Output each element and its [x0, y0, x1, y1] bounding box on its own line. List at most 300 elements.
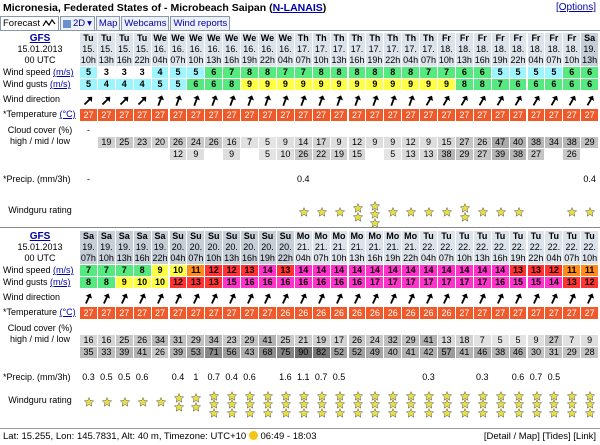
date-cell: 20. [187, 242, 205, 253]
cloud-high-cell [474, 323, 492, 334]
temperature-cell: 27 [277, 109, 295, 121]
wind-gust-cell: 15 [510, 277, 528, 288]
cloud-low-cell: 33 [98, 347, 116, 358]
wind-gust-cell: 9 [295, 79, 313, 90]
cloud-low-cell: 5 [384, 149, 402, 160]
wind-gusts-label [0, 79, 83, 90]
day-cell: Mo [384, 231, 402, 242]
cloud-high-cell [241, 323, 259, 334]
cloud-high-cell [223, 323, 241, 334]
arrow-icon [368, 293, 382, 305]
hour-cell: 07h [295, 55, 311, 65]
temperature-cell: 27 [528, 307, 546, 319]
cloud-mid-cell: 17 [313, 137, 331, 148]
cloud-mid-cell: 15 [438, 137, 456, 148]
wind-gust-cell: 9 [277, 79, 295, 90]
day-cell: Mo [402, 231, 420, 242]
hour-cell: 04h [403, 55, 419, 65]
cloud-low-cell: 90 [295, 347, 313, 358]
temperature-cell: 27 [80, 307, 98, 319]
date-cell: 19. [80, 242, 98, 253]
date-cell: 16. [259, 44, 277, 55]
precip-cell [438, 174, 456, 185]
rating-star-icon [174, 402, 184, 412]
wind-gust-cell: 14 [545, 277, 563, 288]
precip-cell [456, 372, 474, 383]
cloud-low-cell: 13 [420, 149, 438, 160]
temperature-cell: 27 [438, 109, 456, 121]
precip-cell: 1 [187, 372, 205, 383]
cloud-low-cell: 38 [510, 149, 528, 160]
day-cell: Fr [510, 33, 528, 44]
tab-forecast[interactable]: Forecast [0, 16, 59, 30]
arrow-icon [243, 293, 257, 305]
wind-arrow-cell [241, 94, 259, 108]
wind-gust-cell: 8 [474, 79, 492, 90]
cloud-mid-cell: 19 [313, 335, 331, 346]
cloud-mid-cell: 27 [456, 137, 474, 148]
wind-gust-cell: 16 [492, 277, 510, 288]
temperature-cell: 27 [116, 307, 134, 319]
day-cell: Th [331, 33, 349, 44]
wind-gust-cell: 8 [223, 79, 241, 90]
cloud-mid-cell: 17 [331, 335, 349, 346]
rating-star-icon [585, 408, 595, 418]
wind-speed-cell: 9 [152, 265, 170, 276]
cloud-low-cell: 9 [223, 149, 241, 160]
wind-direction-label-text: Wind direction [3, 292, 61, 302]
hour-cell: 04h [421, 253, 437, 263]
hour-cell: 16h [224, 55, 240, 65]
wind-speed-cell: 3 [116, 67, 134, 78]
cloud-high-cell [80, 323, 98, 334]
arrow-icon [457, 95, 471, 107]
wind-speed-cell: 14 [366, 265, 384, 276]
unit-link[interactable]: (m/s) [53, 67, 74, 77]
wind-speed-cell: 14 [420, 265, 438, 276]
wind-speed-cell: 8 [349, 67, 367, 78]
day-cell: Fr [528, 33, 546, 44]
day-cell: Mo [331, 231, 349, 242]
wind-arrow-cell [170, 292, 188, 306]
temperature-cell: 27 [331, 109, 349, 121]
cloud-mid-cell: 21 [295, 335, 313, 346]
wind-gust-cell: 13 [563, 277, 581, 288]
day-cell: We [223, 33, 241, 44]
arrow-icon [225, 95, 239, 107]
unit-link[interactable]: (m/s) [50, 277, 71, 287]
day-cell: Tu [438, 231, 456, 242]
precip-cell [205, 174, 223, 185]
precip-cell [474, 174, 492, 185]
day-cell: We [259, 33, 277, 44]
cloud-high-cell [187, 125, 205, 136]
arrow-icon [171, 293, 185, 305]
temperature-cell: 27 [80, 109, 98, 121]
cloud-high-cell [98, 125, 116, 136]
temperature-cell: 27 [241, 307, 259, 319]
cloud-mid-cell: 23 [223, 335, 241, 346]
date-cell: 18. [438, 44, 456, 55]
cloud-mid-cell: 5 [492, 335, 510, 346]
precip-cell [349, 174, 367, 185]
cloud-low-cell: 35 [80, 347, 98, 358]
day-cell: Su [187, 231, 205, 242]
wind-gust-cell: 13 [187, 277, 205, 288]
wind-speed-label-text: Wind speed [3, 67, 51, 77]
wind-gust-cell: 15 [223, 277, 241, 288]
wind-gust-cell: 9 [313, 79, 331, 90]
day-cell: Tu [510, 231, 528, 242]
date-cell: 18. [563, 44, 581, 55]
wind-arrow-cell [313, 292, 331, 306]
wind-arrow-cell [510, 94, 528, 108]
wind-arrow-cell [349, 292, 367, 306]
rating-star-icon [299, 207, 309, 217]
hour-cell: 04h [170, 253, 186, 263]
unit-link[interactable]: (m/s) [50, 79, 71, 89]
cloud-low-cell [116, 149, 134, 160]
rating-star-icon [442, 408, 452, 418]
date-cell: 17. [331, 44, 349, 55]
cloud-high-cell [420, 323, 438, 334]
rating-star-icon [585, 207, 595, 217]
arrow-icon [511, 95, 525, 107]
hour-cell: 07h [80, 253, 96, 263]
wind-speed-cell: 6 [581, 67, 599, 78]
wind-speed-cell: 5 [492, 67, 510, 78]
date-cell: 16. [277, 44, 295, 55]
wind-speed-cell: 12 [223, 265, 241, 276]
date-cell: 21. [331, 242, 349, 253]
cloud-mid-cell: 14 [295, 137, 313, 148]
cloud-low-cell: 10 [277, 149, 295, 160]
hour-cell: 07h [188, 253, 204, 263]
day-cell: Th [402, 33, 420, 44]
hour-cell: 10h [564, 55, 580, 65]
precip-label-text: *Precip. (mm/3h) [3, 372, 71, 382]
unit-link[interactable]: (m/s) [53, 265, 74, 275]
date-cell: 16. [205, 44, 223, 55]
hour-cell: 13h [474, 253, 490, 263]
wind-gust-cell: 9 [349, 79, 367, 90]
hour-cell: 10h [456, 253, 472, 263]
cloud-mid-cell: 16 [223, 137, 241, 148]
hour-cell: 10h [438, 55, 454, 65]
cloud-low-cell: 27 [474, 149, 492, 160]
cloud-mid-cell: 12 [349, 137, 367, 148]
forecast-date: 15.01.2013 [17, 242, 63, 252]
wind-arrow-cell [331, 292, 349, 306]
day-cell: Sa [80, 231, 98, 242]
hour-cell: 04h [528, 55, 544, 65]
hour-cell: 19h [510, 253, 526, 263]
cloud-high-cell [205, 125, 223, 136]
precip-cell [510, 174, 528, 185]
hour-cell: 22h [277, 253, 293, 263]
rating-star-icon [514, 408, 524, 418]
temperature-cell: 26 [366, 307, 384, 319]
precip-cell: 0.7 [528, 372, 546, 383]
rating-star-icon [281, 408, 291, 418]
temperature-cell: 26 [349, 307, 367, 319]
rating-star-icon [317, 207, 327, 217]
cloud-high-cell [313, 323, 331, 334]
temperature-cell: 27 [581, 109, 599, 121]
arrow-icon [99, 293, 113, 305]
cloud-high-cell [331, 323, 349, 334]
day-cell: Su [170, 231, 188, 242]
arrow-icon [296, 95, 310, 107]
precip-cell: 0.7 [313, 372, 331, 383]
wind-speed-cell: 11 [187, 265, 205, 276]
wind-speed-cell: 7 [80, 265, 98, 276]
sun-icon [249, 431, 258, 440]
arrow-icon [296, 293, 310, 305]
wind-arrow-cell [205, 292, 223, 306]
tab-webcams[interactable]: Webcams [121, 16, 169, 30]
cloud-high-cell [134, 125, 152, 136]
day-cell: Tu [456, 231, 474, 242]
rating-star-icon [496, 408, 506, 418]
wind-gust-cell: 6 [581, 79, 599, 90]
cloud-mid-cell: 41 [420, 335, 438, 346]
temperature-cell: 27 [313, 109, 331, 121]
rating-star-icon [406, 408, 416, 418]
cloud-mid-cell: 34 [152, 335, 170, 346]
wind-gust-cell: 5 [152, 79, 170, 90]
cloud-low-cell: 26 [152, 347, 170, 358]
precip-cell: 0.4 [223, 372, 241, 383]
hour-cell: 13h [206, 55, 222, 65]
wind-gust-cell: 6 [205, 79, 223, 90]
wind-arrow-cell [152, 94, 170, 108]
cloud-high-cell [295, 125, 313, 136]
cloud-low-cell: 38 [438, 149, 456, 160]
hour-cell: 19h [385, 253, 401, 263]
arrow-icon [529, 293, 543, 305]
cloud-low-cell: 29 [563, 347, 581, 358]
precip-cell [581, 372, 599, 383]
tab-wind-reports[interactable]: Wind reports [170, 16, 230, 30]
date-cell: 16. [152, 44, 170, 55]
wind-arrow-cell [116, 94, 134, 108]
cloud-high-cell [331, 125, 349, 136]
precip-cell [116, 174, 134, 185]
cloud-mid-cell: 29 [241, 335, 259, 346]
date-cell: 20. [205, 242, 223, 253]
wind-speed-cell: 5 [187, 67, 205, 78]
wind-speed-cell: 14 [474, 265, 492, 276]
rating-star-icon [209, 408, 219, 418]
cloud-high-cell [581, 323, 599, 334]
wind-gust-cell: 6 [528, 79, 546, 90]
arrow-icon [225, 293, 239, 305]
date-cell: 16. [187, 44, 205, 55]
wind-direction-label [0, 94, 83, 105]
precip-cell: 0.5 [545, 372, 563, 383]
rating-label: Windguru rating [8, 395, 72, 405]
wind-gust-cell: 12 [581, 277, 599, 288]
rating-star-icon [84, 397, 94, 407]
day-cell: Su [223, 231, 241, 242]
wind-arrow-cell [438, 94, 456, 108]
arrow-icon [439, 293, 453, 305]
precip-cell: 0.6 [510, 372, 528, 383]
wind-arrow-cell [563, 292, 581, 306]
cloud-low-cell: 56 [223, 347, 241, 358]
cloud-mid-cell: 26 [170, 137, 188, 148]
cloud-high-cell [545, 323, 563, 334]
wind-gust-cell: 17 [438, 277, 456, 288]
precip-cell [187, 174, 205, 185]
footer-links[interactable]: [Detail / Map] [Tides] [Link] [483, 431, 596, 442]
arrow-icon [547, 293, 561, 305]
cloud-high-cell [366, 125, 384, 136]
precip-cell: 0.5 [331, 372, 349, 383]
cloud-high-cell [277, 323, 295, 334]
hour-cell: 19h [259, 253, 275, 263]
wind-speed-cell: 14 [402, 265, 420, 276]
wind-speed-cell: 14 [295, 265, 313, 276]
cloud-mid-cell: 25 [116, 137, 134, 148]
hour-cell: 13h [582, 55, 598, 65]
cloud-high-cell [134, 323, 152, 334]
rating-star-icon [299, 408, 309, 418]
day-cell: Sa [98, 231, 116, 242]
wind-arrow-cell [134, 94, 152, 108]
arrow-icon [278, 293, 292, 305]
forecast-run: 00 UTC [24, 55, 56, 65]
hour-cell: 16h [492, 253, 508, 263]
cloud-low-cell: 30 [528, 347, 546, 358]
date-cell: 21. [384, 242, 402, 253]
rating-star-icon [496, 207, 506, 217]
day-cell: Th [366, 33, 384, 44]
hour-cell: 19h [492, 55, 508, 65]
arrow-icon [404, 293, 418, 305]
options-link[interactable]: [Options] [555, 2, 596, 13]
day-cell: We [205, 33, 223, 44]
date-cell: 22. [581, 242, 599, 253]
wind-speed-cell: 14 [349, 265, 367, 276]
hour-cell: 22h [385, 55, 401, 65]
forecast-table-1 [0, 31, 600, 225]
hour-cell: 13h [224, 253, 240, 263]
tab-2d[interactable]: 2D ▾ [60, 16, 95, 30]
cloud-low-cell: 82 [313, 347, 331, 358]
wind-arrow-cell [259, 292, 277, 306]
date-cell: 17. [402, 44, 420, 55]
arrow-icon [153, 293, 167, 305]
wind-gust-cell: 9 [116, 277, 134, 288]
wind-speed-cell: 11 [581, 265, 599, 276]
rating-star-icon [263, 408, 273, 418]
cloud-high-cell [223, 125, 241, 136]
tab-map[interactable]: Map [96, 16, 120, 30]
temperature-cell: 27 [170, 109, 188, 121]
wind-arrow-cell [510, 292, 528, 306]
hour-cell: 22h [134, 55, 150, 65]
cloud-low-cell: 53 [187, 347, 205, 358]
rating-star-icon [424, 207, 434, 217]
wind-gust-cell: 17 [420, 277, 438, 288]
wind-speed-cell: 8 [134, 265, 152, 276]
cloud-low-cell: 68 [259, 347, 277, 358]
precip-cell [420, 174, 438, 185]
wind-arrow-cell [581, 94, 599, 108]
wind-speed-cell: 14 [492, 265, 510, 276]
arrow-icon [565, 95, 579, 107]
cloud-high-cell: - [80, 125, 98, 136]
cloud-mid-cell: 40 [510, 137, 528, 148]
wind-speed-cell: 11 [563, 265, 581, 276]
date-cell: 21. [402, 242, 420, 253]
wind-speed-cell: 7 [116, 265, 134, 276]
hour-cell: 13h [98, 55, 114, 65]
wind-arrow-cell [581, 292, 599, 306]
wind-gust-cell: 13 [205, 277, 223, 288]
cloud-mid-cell: 34 [545, 137, 563, 148]
cloud-high-cell [259, 323, 277, 334]
temperature-cell: 27 [420, 109, 438, 121]
date-cell: 17. [295, 44, 313, 55]
cloud-high-cell [313, 125, 331, 136]
arrow-icon [153, 95, 167, 107]
temperature-cell: 26 [384, 307, 402, 319]
wind-gust-cell: 9 [259, 79, 277, 90]
cloud-high-cell [492, 323, 510, 334]
cloud-mid-cell: 18 [456, 335, 474, 346]
precip-cell: 0.3 [420, 372, 438, 383]
wind-gust-cell: 17 [384, 277, 402, 288]
hour-cell: 10h [331, 253, 347, 263]
cloud-low-cell: 57 [438, 347, 456, 358]
cloud-low-cell [98, 149, 116, 160]
wind-gust-cell: 15 [528, 277, 546, 288]
model-link[interactable]: GFS [29, 231, 51, 242]
date-cell: 22. [563, 242, 581, 253]
cloud-mid-cell: 25 [116, 335, 134, 346]
precip-cell [492, 174, 510, 185]
cloud-high-cell [259, 125, 277, 136]
cloud-low-cell: 26 [295, 149, 313, 160]
cloud-mid-cell: 16 [80, 335, 98, 346]
temperature-cell: 27 [241, 109, 259, 121]
wind-arrow-cell [223, 94, 241, 108]
arrow-icon [117, 293, 131, 305]
precip-cell [313, 174, 331, 185]
hour-cell: 07h [170, 55, 186, 65]
wind-arrow-cell [223, 292, 241, 306]
unit-link[interactable]: (°C) [59, 109, 76, 119]
cloud-high-cell [152, 125, 170, 136]
model-link[interactable]: GFS [29, 33, 51, 44]
temperature-cell: 27 [134, 307, 152, 319]
arrow-icon [189, 293, 203, 305]
temperature-cell: 27 [492, 109, 510, 121]
spot-code-link[interactable]: N-LANAIS [272, 2, 323, 14]
cloud-low-cell: 46 [474, 347, 492, 358]
arrow-icon [207, 293, 221, 305]
wind-speed-cell: 12 [205, 265, 223, 276]
precip-cell [492, 372, 510, 383]
cloud-low-cell: 39 [170, 347, 188, 358]
unit-link[interactable]: (°C) [59, 307, 76, 317]
date-cell: 18. [510, 44, 528, 55]
rating-star-icon [191, 402, 201, 412]
day-cell: Tu [563, 231, 581, 242]
